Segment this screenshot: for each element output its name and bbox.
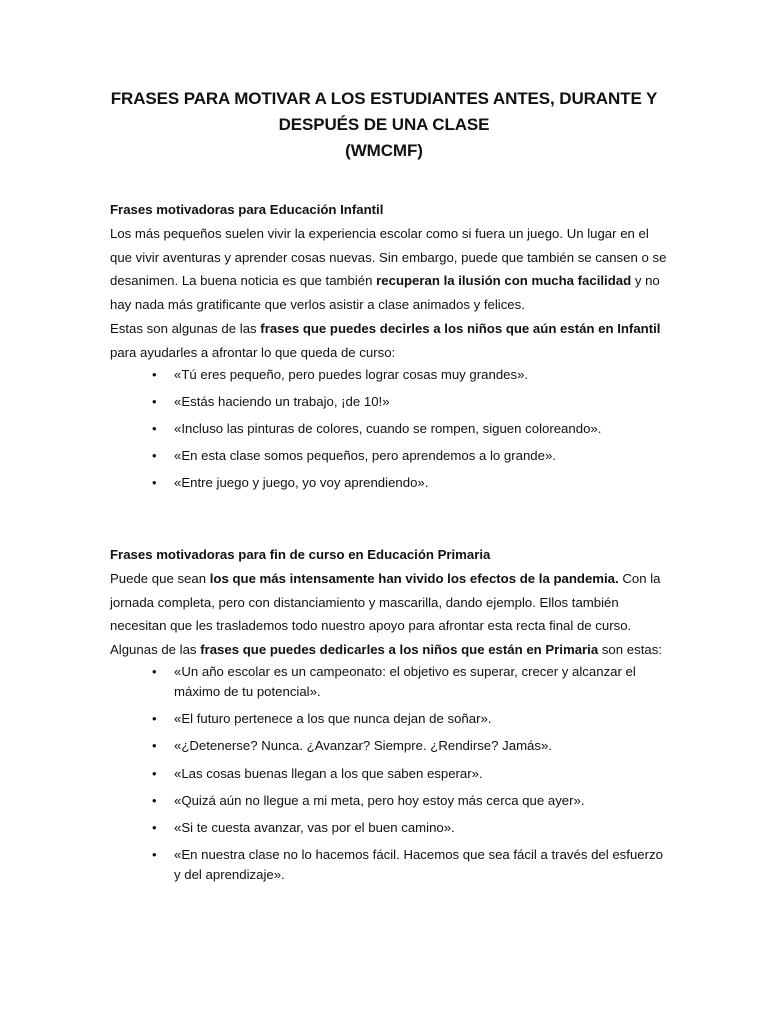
list-item-text: «Incluso las pinturas de colores, cuando se rompen, siguen coloreando». bbox=[174, 420, 602, 436]
document-title bbox=[80, 86, 688, 164]
bullet-icon: • bbox=[152, 420, 157, 436]
phrase-list bbox=[110, 662, 670, 885]
section-heading: Frases motivadoras para fin de curso en Educación Primaria bbox=[110, 547, 491, 562]
list-item-text: «Las cosas buenas llegan a los que saben esperar». bbox=[174, 765, 483, 781]
list-item-text: «Estás haciendo un trabajo, ¡de 10!» bbox=[174, 393, 390, 409]
bullet-icon: • bbox=[152, 765, 157, 781]
list-item bbox=[110, 818, 670, 838]
section-educacion-infantil bbox=[110, 198, 670, 501]
paragraph-text: Con la jornada completa, pero con distanciamiento y mascarilla, dando ejemplo. Ellos también necesitan que les traslademos todo nuestro apoyo para afrontar esta recta final de curso. bbox=[110, 570, 661, 634]
bullet-icon: • bbox=[152, 792, 157, 808]
list-item-text: «En nuestra clase no lo hacemos fácil. Hacemos que sea fácil a través del esfuerzo y del aprendizaje». bbox=[174, 847, 663, 883]
bullet-icon: • bbox=[152, 819, 157, 835]
list-item bbox=[110, 736, 670, 756]
intro-paragraph bbox=[110, 567, 670, 638]
bullet-icon: • bbox=[152, 847, 157, 863]
list-item bbox=[110, 845, 670, 885]
paragraph-text: Algunas de las bbox=[110, 642, 201, 658]
list-item bbox=[110, 392, 670, 412]
paragraph-emphasis: frases que puedes decirles a los niños que aún están en Infantil bbox=[260, 320, 661, 336]
bullet-icon: • bbox=[152, 448, 157, 464]
bullet-icon: • bbox=[152, 663, 157, 679]
lead-in-paragraph bbox=[110, 638, 670, 662]
bullet-icon: • bbox=[152, 393, 157, 409]
section-heading: Frases motivadoras para Educación Infantil bbox=[110, 202, 384, 217]
title-line-2: DESPUÉS DE UNA CLASE bbox=[278, 115, 490, 134]
paragraph-text: son estas: bbox=[598, 642, 662, 658]
list-item bbox=[110, 662, 670, 702]
list-item-text: «¿Detenerse? Nunca. ¿Avanzar? Siempre. ¿Rendirse? Jamás». bbox=[174, 738, 552, 754]
intro-paragraph bbox=[110, 222, 670, 317]
paragraph-text: para ayudarles a afrontar lo que queda de curso: bbox=[110, 344, 396, 360]
list-item-text: «En esta clase somos pequeños, pero aprendemos a lo grande». bbox=[174, 448, 556, 464]
bullet-icon: • bbox=[152, 366, 157, 382]
list-item bbox=[110, 446, 670, 466]
list-item-text: «Tú eres pequeño, pero puedes lograr cosas muy grandes». bbox=[174, 366, 529, 382]
phrase-list bbox=[110, 365, 670, 494]
section-educacion-primaria bbox=[110, 543, 670, 892]
title-line-3: (WMCMF) bbox=[345, 141, 423, 160]
list-item bbox=[110, 473, 670, 493]
bullet-icon: • bbox=[152, 738, 157, 754]
list-item-text: «Si te cuesta avanzar, vas por el buen camino». bbox=[174, 819, 455, 835]
lead-in-paragraph bbox=[110, 317, 670, 365]
list-item-text: «El futuro pertenece a los que nunca dejan de soñar». bbox=[174, 711, 492, 727]
list-item-text: «Entre juego y juego, yo voy aprendiendo». bbox=[174, 475, 429, 491]
paragraph-text: Puede que sean bbox=[110, 570, 210, 586]
list-item bbox=[110, 419, 670, 439]
paragraph-text: y no hay nada más gratificante que verlos asistir a clase animados y felices. bbox=[110, 273, 660, 313]
paragraph-emphasis: los que más intensamente han vivido los efectos de la pandemia. bbox=[209, 570, 619, 586]
title-line-1: FRASES PARA MOTIVAR A LOS ESTUDIANTES ANTES, DURANTE Y bbox=[110, 89, 658, 108]
list-item-text: «Un año escolar es un campeonato: el objetivo es superar, crecer y alcanzar el máximo de tu potencial». bbox=[174, 663, 636, 699]
list-item bbox=[110, 791, 670, 811]
bullet-icon: • bbox=[152, 475, 157, 491]
paragraph-text: Los más pequeños suelen vivir la experiencia escolar como si fuera un juego. Un lugar en el que vivir aventuras y aprender cosas nuevas. Sin embargo, puede que también se cansen o se desanimen. La buena noticia es que también bbox=[110, 225, 667, 289]
list-item-text: «Quizá aún no llegue a mi meta, pero hoy estoy más cerca que ayer». bbox=[174, 792, 585, 808]
bullet-icon: • bbox=[152, 711, 157, 727]
paragraph-emphasis: recuperan la ilusión con mucha facilidad bbox=[376, 273, 632, 289]
paragraph-text: Estas son algunas de las bbox=[110, 320, 261, 336]
paragraph-emphasis: frases que puedes dedicarles a los niños que están en Primaria bbox=[200, 642, 599, 658]
list-item bbox=[110, 365, 670, 385]
list-item bbox=[110, 764, 670, 784]
list-item bbox=[110, 709, 670, 729]
